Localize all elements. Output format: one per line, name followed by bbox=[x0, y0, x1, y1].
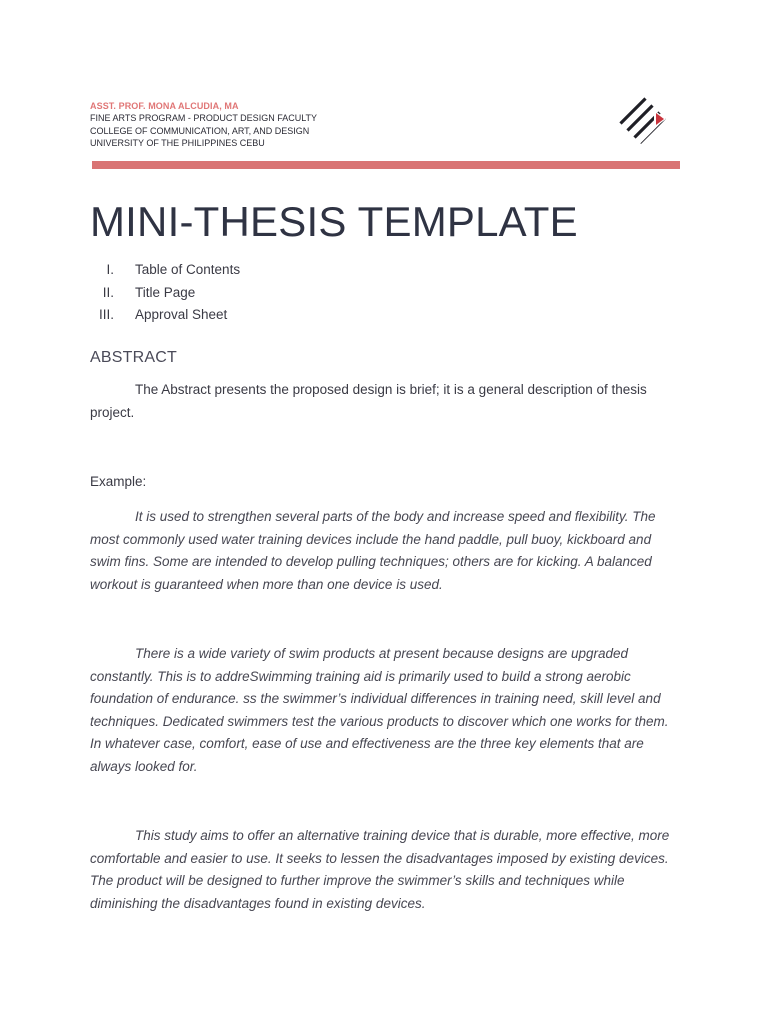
document-header bbox=[90, 100, 390, 150]
abstract-intro-paragraph: The Abstract presents the proposed design is brief; it is a general description of thesis project. bbox=[90, 382, 647, 420]
abstract-heading: ABSTRACT bbox=[90, 349, 177, 366]
affiliation-university: UNIVERSITY OF THE PHILIPPINES CEBU bbox=[90, 138, 265, 148]
list-item-number: III. bbox=[98, 307, 114, 322]
striped-diamond-logo-icon bbox=[614, 92, 668, 146]
affiliation-program: FINE ARTS PROGRAM - PRODUCT DESIGN FACULTY bbox=[90, 113, 318, 123]
author-name: ASST. PROF. MONA ALCUDIA, MA bbox=[90, 101, 239, 111]
header-divider bbox=[92, 161, 680, 169]
affiliation-college: COLLEGE OF COMMUNICATION, ART, AND DESIGN bbox=[90, 125, 310, 136]
list-item-label: Table of Contents bbox=[135, 262, 241, 277]
list-item-number: I. bbox=[106, 262, 114, 277]
list-item-label: Title Page bbox=[135, 284, 196, 300]
list-item-label: Approval Sheet bbox=[135, 307, 228, 322]
page-title: MINI-THESIS TEMPLATE bbox=[90, 198, 578, 245]
list-item-number: II. bbox=[102, 284, 114, 300]
example-label: Example: bbox=[90, 474, 147, 489]
example-paragraph-1: It is used to strengthen several parts of the body and increase speed and flexibility. The most commonly used water training devices include the hand paddle, pull buoy, kickboard and swim fins. Some are intended to develop pulling techniques; others are for kicking. A balanced workout is guaranteed when more than one device is used. bbox=[90, 509, 656, 592]
example-paragraph-3: This study aims to offer an alternative training device that is durable, more effective, more comfortable and easier to use. It seeks to lessen the disadvantages imposed by existing devices. The product will be designed to further improve the swimmer’s skills and techniques while diminishing the disadvantages found in existing devices. bbox=[90, 828, 670, 911]
example-paragraph-2: There is a wide variety of swim products at present because designs are upgraded constantly. This is to addreSwimming training aid is primarily used to build a strong aerobic foundation of endurance. ss the swimmer’s individual differences in training need, skill level and techniques. Dedicated swimmers test the various products to discover which one works for them. In whatever case, comfort, ease of use and effectiveness are the three key elements that are always looked for. bbox=[90, 646, 669, 774]
